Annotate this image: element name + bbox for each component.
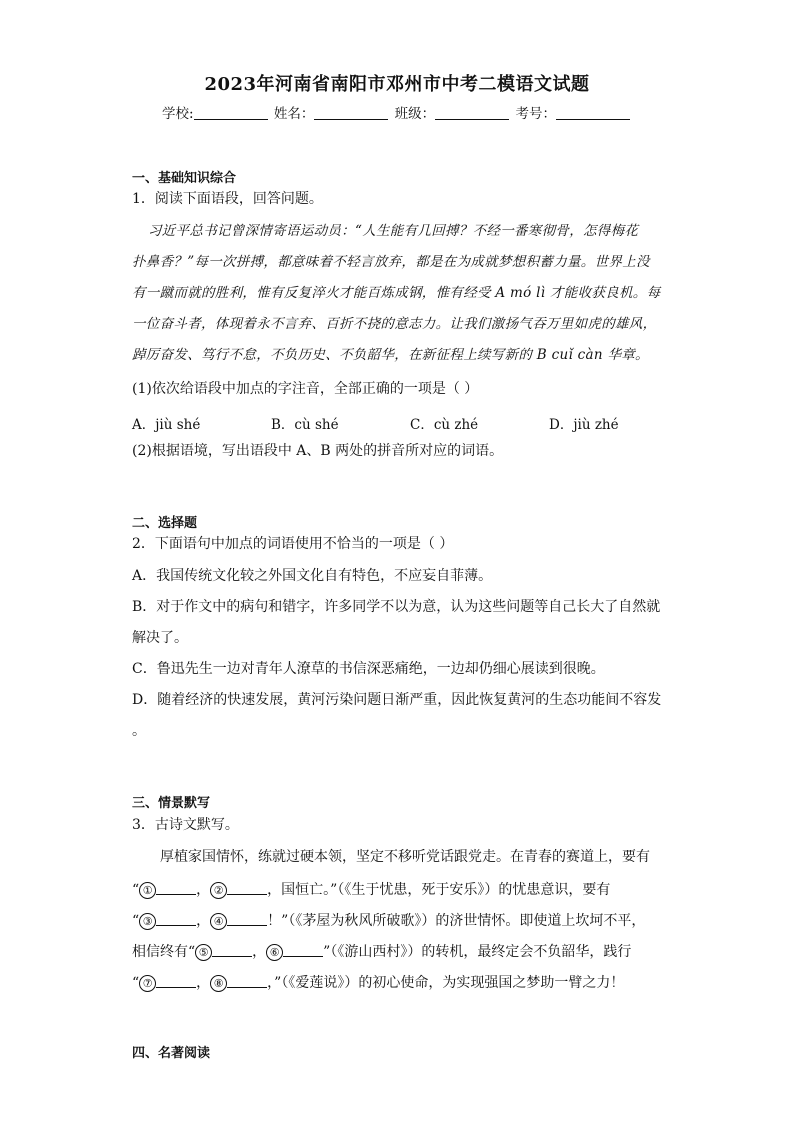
exam-no-blank[interactable]: [556, 105, 630, 120]
poem-line-1: 厚植家国情怀，练就过硬本领，坚定不移听党话跟党走。在青春的赛道上，要有: [160, 849, 650, 865]
passage-line-2: 扑鼻香？”每一次拼搏，都意味着不轻言放弃，都是在为成就梦想积蓄力量。世界上没: [132, 254, 650, 270]
blank-number-6: ⑥: [266, 944, 283, 961]
school-blank[interactable]: [194, 105, 268, 120]
poem-text-3: ！”（《茅屋为秋风所破歌》）的济世情怀。即使道上坎坷不平，: [267, 913, 646, 929]
q2-option-d[interactable]: D．随着经济的快速发展，黄河污染问题日渐严重，因此恢复黄河的生态功能间不容发: [132, 692, 662, 708]
fill-blank-8[interactable]: [227, 974, 267, 988]
poem-text-2: ，国恒亡。”（《生于忧患，死于安乐》）的忧患意识，要有: [267, 882, 611, 898]
class-blank[interactable]: [435, 105, 509, 120]
poem-text-4b: ”（《游山西村》）的转机，最终定会不负韶华，践行: [323, 944, 632, 960]
passage-line-1: 习近平总书记曾深情寄语运动员：“人生能有几回搏？不经一番寒彻骨，怎得梅花: [148, 223, 639, 239]
poem-line-3: “ ③ ， ④ ！”（《茅屋为秋风所破歌》）的济世情怀。即使道上坎坷不平，: [132, 913, 646, 929]
blank-number-1: ①: [139, 882, 156, 899]
fill-blank-7[interactable]: [156, 974, 196, 988]
blank-number-3: ③: [139, 913, 156, 930]
blank-number-4: ④: [210, 913, 227, 930]
fill-blank-3[interactable]: [156, 912, 196, 926]
school-label: 学校:: [162, 106, 194, 122]
section-heading-1: 一、基础知识综合: [132, 171, 237, 186]
question-1-stem: 1．阅读下面语段，回答问题。: [132, 191, 323, 207]
blank-number-7: ⑦: [139, 975, 156, 992]
poem-line-2: “ ① ， ② ，国恒亡。”（《生于忧患，死于安乐》）的忧患意识，要有: [132, 882, 611, 898]
section-heading-4: 四、名著阅读: [132, 1046, 211, 1061]
poem-line-4: 相信终有“ ⑤ ， ⑥ ”（《游山西村》）的转机，最终定会不负韶华，践行: [132, 944, 632, 960]
fill-blank-2[interactable]: [227, 881, 267, 895]
name-label: 姓名：: [273, 106, 315, 122]
poem-text-4a: 相信终有“: [132, 944, 196, 960]
option-a[interactable]: A．jiù shé: [132, 417, 201, 433]
question-3-stem: 3．古诗文默写。: [132, 817, 239, 833]
option-b[interactable]: B．cù shé: [271, 417, 339, 433]
passage-line-4: 一位奋斗者，体现着永不言弃、百折不挠的意志力。让我们激扬气吞万里如虎的雄风，: [132, 316, 657, 332]
class-label: 班级：: [394, 106, 436, 122]
section-heading-3: 三、情景默写: [132, 796, 211, 811]
name-blank[interactable]: [314, 105, 388, 120]
blank-number-5: ⑤: [195, 944, 212, 961]
fill-blank-4[interactable]: [227, 912, 267, 926]
student-info-line: [0, 102, 794, 122]
fill-blank-5[interactable]: [212, 943, 252, 957]
fill-blank-1[interactable]: [156, 881, 196, 895]
passage-line-3: 有一蹴而就的胜利，惟有反复淬火才能百炼成钢，惟有经受 A mó lì 才能收获良机。每: [132, 285, 661, 301]
q2-option-d-cont: 。: [132, 723, 146, 739]
poem-text-5: ，”（《爱莲说》）的初心使命，为实现强国之梦助一臂之力！: [267, 975, 625, 991]
sub-question-2: (2)根据语境，写出语段中 A、B 两处的拼音所对应的词语。: [132, 443, 504, 459]
exam-no-label: 考号：: [515, 106, 556, 122]
page-title: 2023年河南省南阳市邓州市中考二模语文试题: [204, 74, 590, 95]
q2-option-a[interactable]: A．我国传统文化较之外国文化自有特色，不应妄自菲薄。: [132, 568, 493, 584]
question-2-stem: 2．下面语句中加点的词语使用不恰当的一项是（ ）: [132, 536, 454, 552]
poem-line-5: “ ⑦ ， ⑧ ，”（《爱莲说》）的初心使命，为实现强国之梦助一臂之力！: [132, 975, 625, 991]
option-d[interactable]: D．jiù zhé: [549, 417, 619, 433]
fill-blank-6[interactable]: [283, 943, 323, 957]
q2-option-b[interactable]: B．对于作文中的病句和错字，许多同学不以为意，认为这些问题等自己长大了自然就: [132, 599, 661, 615]
q2-option-b-cont: 解决了。: [132, 630, 188, 646]
sub-question-1: (1)依次给语段中加点的字注音，全部正确的一项是（ ）: [132, 381, 479, 397]
option-c[interactable]: C．cù zhé: [410, 417, 479, 433]
section-heading-2: 二、选择题: [132, 516, 198, 531]
blank-number-8: ⑧: [210, 975, 227, 992]
blank-number-2: ②: [210, 882, 227, 899]
passage-line-5: 踔厉奋发、笃行不怠，不负历史、不负韶华，在新征程上续写新的 B cuǐ càn 华章。: [132, 347, 649, 363]
q2-option-c[interactable]: C．鲁迅先生一边对青年人潦草的书信深恶痛绝，一边却仍细心展读到很晚。: [132, 661, 605, 677]
